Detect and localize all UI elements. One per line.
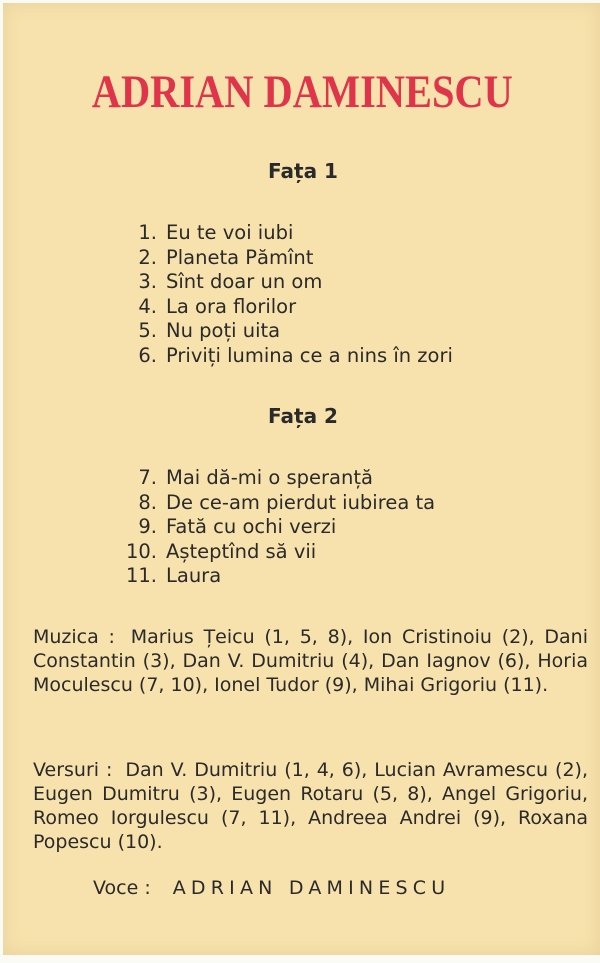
track-title: Nu poți uita (166, 319, 281, 342)
track-number: 11. (125, 564, 157, 587)
side-1-heading: Fața 1 (268, 159, 338, 183)
track-title: Sînt doar un om (166, 270, 323, 293)
track-number: 5. (138, 319, 157, 342)
track-item (121, 564, 501, 589)
lyrics-credits (33, 758, 588, 854)
track-number: 4. (138, 294, 157, 318)
voice-credit (93, 877, 450, 899)
track-title: Priviți lumina ce a nins în zori (166, 343, 453, 367)
track-title: Planeta Pămînt (166, 245, 314, 269)
track-item (121, 466, 501, 491)
track-number: 10. (125, 539, 157, 563)
side-2-heading: Fața 2 (268, 404, 338, 428)
track-title: La ora florilor (166, 294, 297, 318)
voice-credit-name: ADRIAN DAMINESCU (172, 877, 451, 899)
track-title: De ce-am pierdut iubirea ta (166, 490, 436, 514)
track-title: Așteptînd să vii (166, 539, 317, 563)
track-number: 8. (138, 490, 157, 514)
track-number: 6. (138, 343, 157, 367)
cassette-insert-card (3, 3, 600, 955)
lyrics-credits-text: Dan V. Dumitriu (1, 4, 6), Lucian Avramescu (2), Eugen Dumitru (3), Eugen Rotaru (5, 8), Angel Grigoriu, Romeo Iorgulescu (7, 11), Andreea Andrei (9), Roxana Popescu (10). (33, 759, 589, 853)
side-2-tracklist (121, 466, 501, 589)
track-number: 9. (138, 515, 157, 538)
side-1-tracklist (121, 221, 501, 368)
track-number: 3. (138, 270, 157, 293)
track-item (121, 319, 501, 344)
track-item (121, 270, 501, 295)
music-credits (33, 625, 588, 697)
voice-credit-label: Voce : (93, 877, 151, 899)
track-number: 7. (138, 466, 157, 489)
track-title: Mai dă-mi o speranță (166, 466, 373, 489)
track-item (121, 246, 501, 271)
track-item (121, 344, 501, 369)
track-title: Fată cu ochi verzi (166, 515, 337, 538)
music-credits-text: Marius Țeicu (1, 5, 8), Ion Cristinoiu (2), Dani Constantin (3), Dan V. Dumitriu (4), Dan Iagnov (6), Horia Moculescu (7, 10), Ionel Tudor (9), Mihai Grigoriu (11). (33, 626, 589, 696)
music-credits-label: Muzica : (33, 626, 115, 648)
track-item (121, 491, 501, 516)
track-number: 1. (138, 221, 157, 244)
track-title: Eu te voi iubi (166, 221, 294, 244)
track-number: 2. (138, 245, 157, 269)
track-item (121, 221, 501, 246)
track-title: Laura (166, 564, 222, 587)
track-item (121, 515, 501, 540)
lyrics-credits-label: Versuri : (33, 759, 113, 781)
track-item (121, 540, 501, 565)
artist-title: ADRIAN DAMINESCU (91, 66, 513, 118)
track-item (121, 295, 501, 320)
